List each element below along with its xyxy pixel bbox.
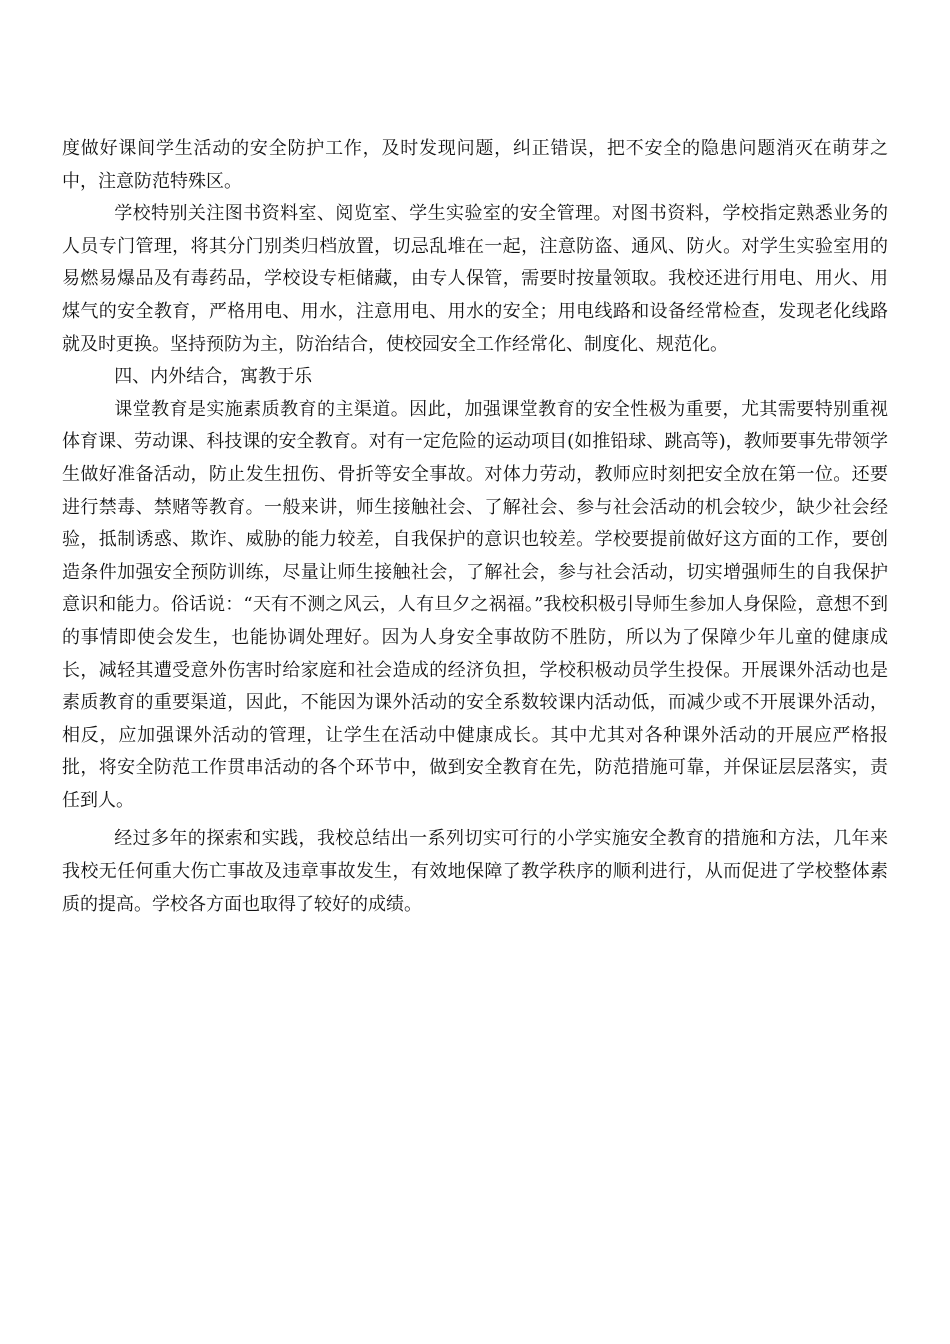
paragraph-library-safety: 学校特别关注图书资料室、阅览室、学生实验室的安全管理。对图书资料，学校指定熟悉业务的人员专门管理，将其分门别类归档放置，切忌乱堆在一起，注意防盗、通风、防火。对学生实验室用的易燃易爆品及有毒药品，学校设专柜储藏，由专人保管，需要时按量领取。我校还进行用电、用火、用煤气的安全教育，严格用电、用水，注意用电、用水的安全；用电线路和设备经常检查，发现老化线路就及时更换。坚持预防为主，防治结合，使校园安全工作经常化、制度化、规范化。 [62,203,888,355]
section-heading: 四、内外结合，寓教于乐 [114,366,313,388]
document-body [62,133,888,921]
paragraph-conclusion: 经过多年的探索和实践，我校总结出一系列切实可行的小学实施安全教育的措施和方法，几年来我校无任何重大伤亡事故及违章事故发生，有效地保障了教学秩序的顺利进行，从而促进了学校整体素质的提高。学校各方面也取得了较好的成绩。 [62,828,888,915]
paragraph-classroom-education: 课堂教育是实施素质教育的主渠道。因此，加强课堂教育的安全性极为重要，尤其需要特别重视体育课、劳动课、科技课的安全教育。对有一定危险的运动项目(如推铅球、跳高等)，教师要事先带领学生做好准备活动，防止发生扭伤、骨折等安全事故。对体力劳动，教师应时刻把安全放在第一位。还要进行禁毒、禁赌等教育。一般来讲，师生接触社会、了解社会、参与社会活动的机会较少，缺少社会经验，抵制诱惑、欺诈、威胁的能力较差，自我保护的意识也较差。学校要提前做好这方面的工作，要创造条件加强安全预防训练，尽量让师生接触社会，了解社会，参与社会活动，切实增强师生的自我保护意识和能力。俗话说：“天有不测之风云，人有旦夕之祸福。”我校积极引导师生参加人身保险，意想不到的事情即使会发生，也能协调处理好。因为人身安全事故防不胜防，所以为了保障少年儿童的健康成长，减轻其遭受意外伤害时给家庭和社会造成的经济负担，学校积极动员学生投保。开展课外活动也是素质教育的重要渠道，因此，不能因为课外活动的安全系数较课内活动低，而减少或不开展课外活动，相反，应加强课外活动的管理，让学生在活动中健康成长。其中尤其对各种课外活动的开展应严格报批，将安全防范工作贯串活动的各个环节中，做到安全教育在先，防范措施可靠，并保证层层落实，责任到人。 [62,398,888,811]
paragraph-continuation: 度做好课间学生活动的安全防护工作，及时发现问题，纠正错误，把不安全的隐患问题消灭在萌芽之中，注意防范特殊区。 [62,138,888,192]
